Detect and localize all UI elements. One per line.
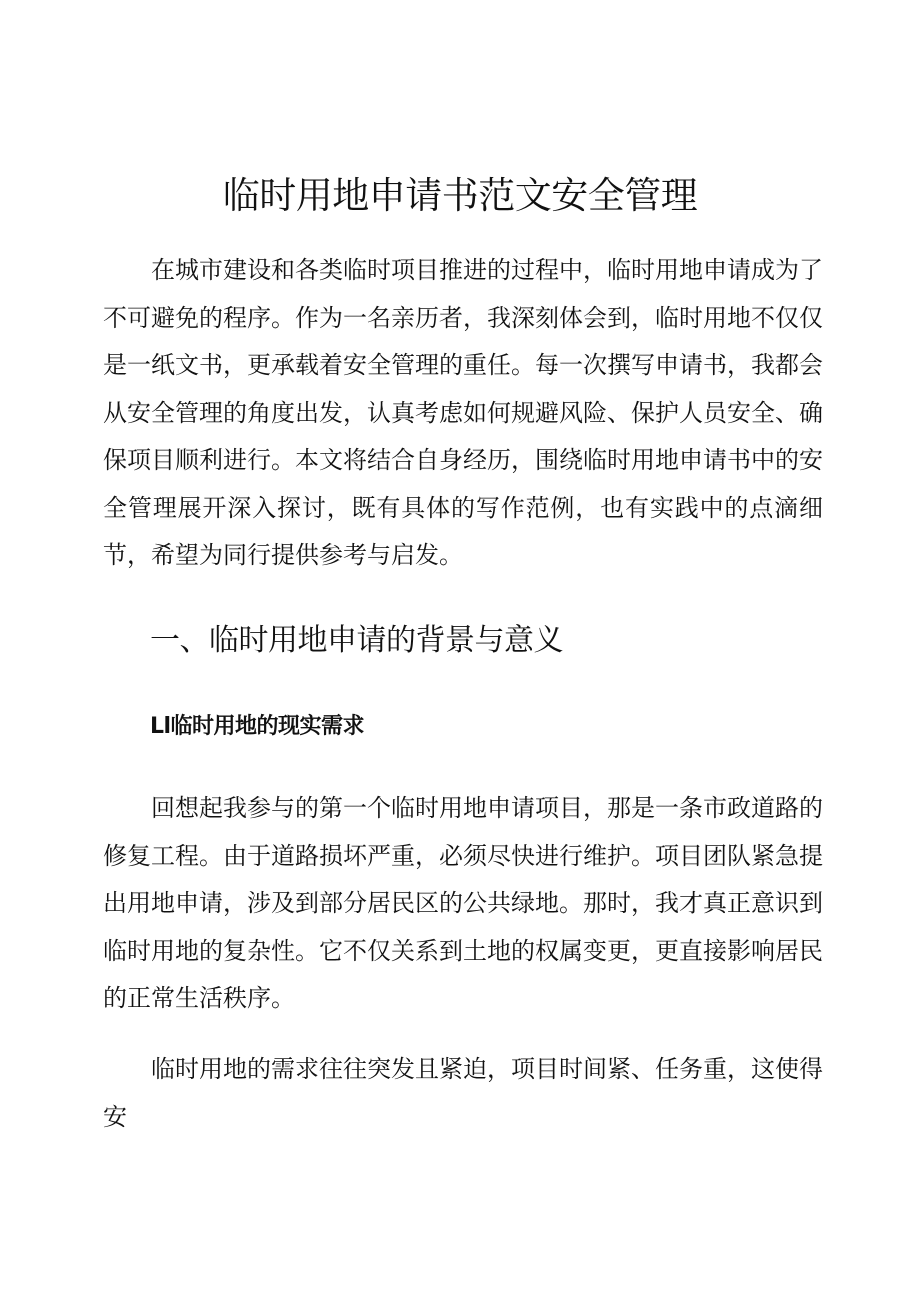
intro-paragraph: 在城市建设和各类临时项目推进的过程中，临时用地申请成为了不可避免的程序。作为一名亲历者，我深刻体会到，临时用地不仅仅是一纸文书，更承载着安全管理的重任。每一次撰写申请书，我都会从安全管理的角度出发，认真考虑如何规避风险、保护人员安全、确保项目顺利进行。本文将结合自身经历，围绕临时用地申请书中的安全管理展开深入探讨，既有具体的写作范例，也有实践中的点滴细节，希望为同行提供参考与启发。	[103, 256, 823, 569]
subsection-heading: Ll临时用地的现实需求	[150, 714, 365, 739]
document-title: 临时用地申请书范文安全管理	[222, 174, 698, 217]
body-paragraph: 临时用地的需求往往突发且紧迫，项目时间紧、任务重，这使得安	[103, 1055, 823, 1131]
section-heading: 一、临时用地申请的背景与意义	[150, 623, 563, 658]
body-paragraph: 回想起我参与的第一个临时用地申请项目，那是一条市政道路的修复工程。由于道路损坏严重，必须尽快进行维护。项目团队紧急提出用地申请，涉及到部分居民区的公共绿地。那时，我才真正意识到临时用地的复杂性。它不仅关系到土地的权属变更，更直接影响居民的正常生活秩序。	[103, 794, 823, 1012]
